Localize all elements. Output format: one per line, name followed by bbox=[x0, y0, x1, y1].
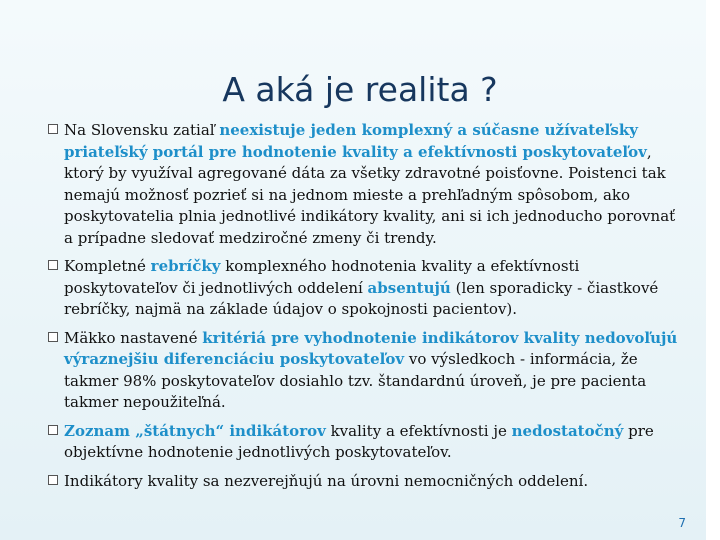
bullet-highlight: kritériá pre vyhodnotenie indikátorov kvality nedovoľujú výraznejšiu diferenciáciu poskytovateľov bbox=[64, 328, 678, 368]
bullet-highlight: Zoznam „štátnych“ indikátorov bbox=[64, 421, 326, 440]
bullet-text: Kompletné bbox=[64, 257, 151, 275]
bullet-box-icon bbox=[48, 425, 58, 435]
bullet-highlight: rebríčky bbox=[150, 257, 221, 275]
bullet-text: Na Slovensku zatiaľ bbox=[64, 121, 220, 139]
bullet-list bbox=[48, 120, 688, 499]
bullet-box-icon bbox=[48, 124, 58, 134]
bullet-item bbox=[48, 471, 688, 493]
bullet-text: vo výsledkoch - informácia, že takmer 98% poskytovateľov dosiahlo tzv. štandardnú úroveň, je pre pacienta takmer nepoužiteľná. bbox=[64, 350, 647, 411]
bullet-box-icon bbox=[48, 332, 58, 342]
bullet-highlight: neexistuje jeden komplexný a súčasne užívateľsky priateľský portál pre hodnotenie kvality a efektívnosti poskytovateľov bbox=[64, 121, 647, 161]
bullet-highlight: nedostatočný bbox=[511, 421, 624, 440]
bullet-box-icon bbox=[48, 475, 58, 485]
bullet-text: kvality a efektívnosti je bbox=[325, 421, 512, 440]
bullet-item bbox=[48, 256, 688, 321]
bullet-text: Mäkko nastavené bbox=[64, 328, 203, 347]
bullet-box-icon bbox=[48, 260, 58, 270]
page-number: 7 bbox=[678, 516, 686, 530]
bullet-text: Indikátory kvality sa nezverejňujú na úrovni nemocničných oddelení. bbox=[64, 471, 589, 490]
bullet-text: , ktorý by využíval agregované dáta za všetky zdravotné poisťovne. Poistenci tak nemajú možnosť pozrieť si na jednom mieste a prehľadným spôsobom, ako poskytovatelia plnia jednotlivé indikátory kvality, ani si ich jednoducho porovnať a prípadne sledovať medziročné zmeny či trendy. bbox=[64, 142, 676, 247]
bullet-item bbox=[48, 120, 688, 249]
bullet-text: pre objektívne hodnotenie jednotlivých poskytovateľov. bbox=[64, 421, 654, 461]
bullet-text: komplexného hodnotenia kvality a efektívnosti poskytovateľov či jednotlivých oddelení bbox=[64, 257, 580, 297]
bullet-highlight: absentujú bbox=[367, 278, 451, 297]
bullet-text: (len sporadicky - čiastkové rebríčky, najmä na základe údajov o spokojnosti pacientov). bbox=[64, 278, 659, 318]
bullet-item bbox=[48, 328, 688, 414]
slide-title: A aká je realita ? bbox=[222, 70, 498, 109]
bullet-item bbox=[48, 421, 688, 464]
